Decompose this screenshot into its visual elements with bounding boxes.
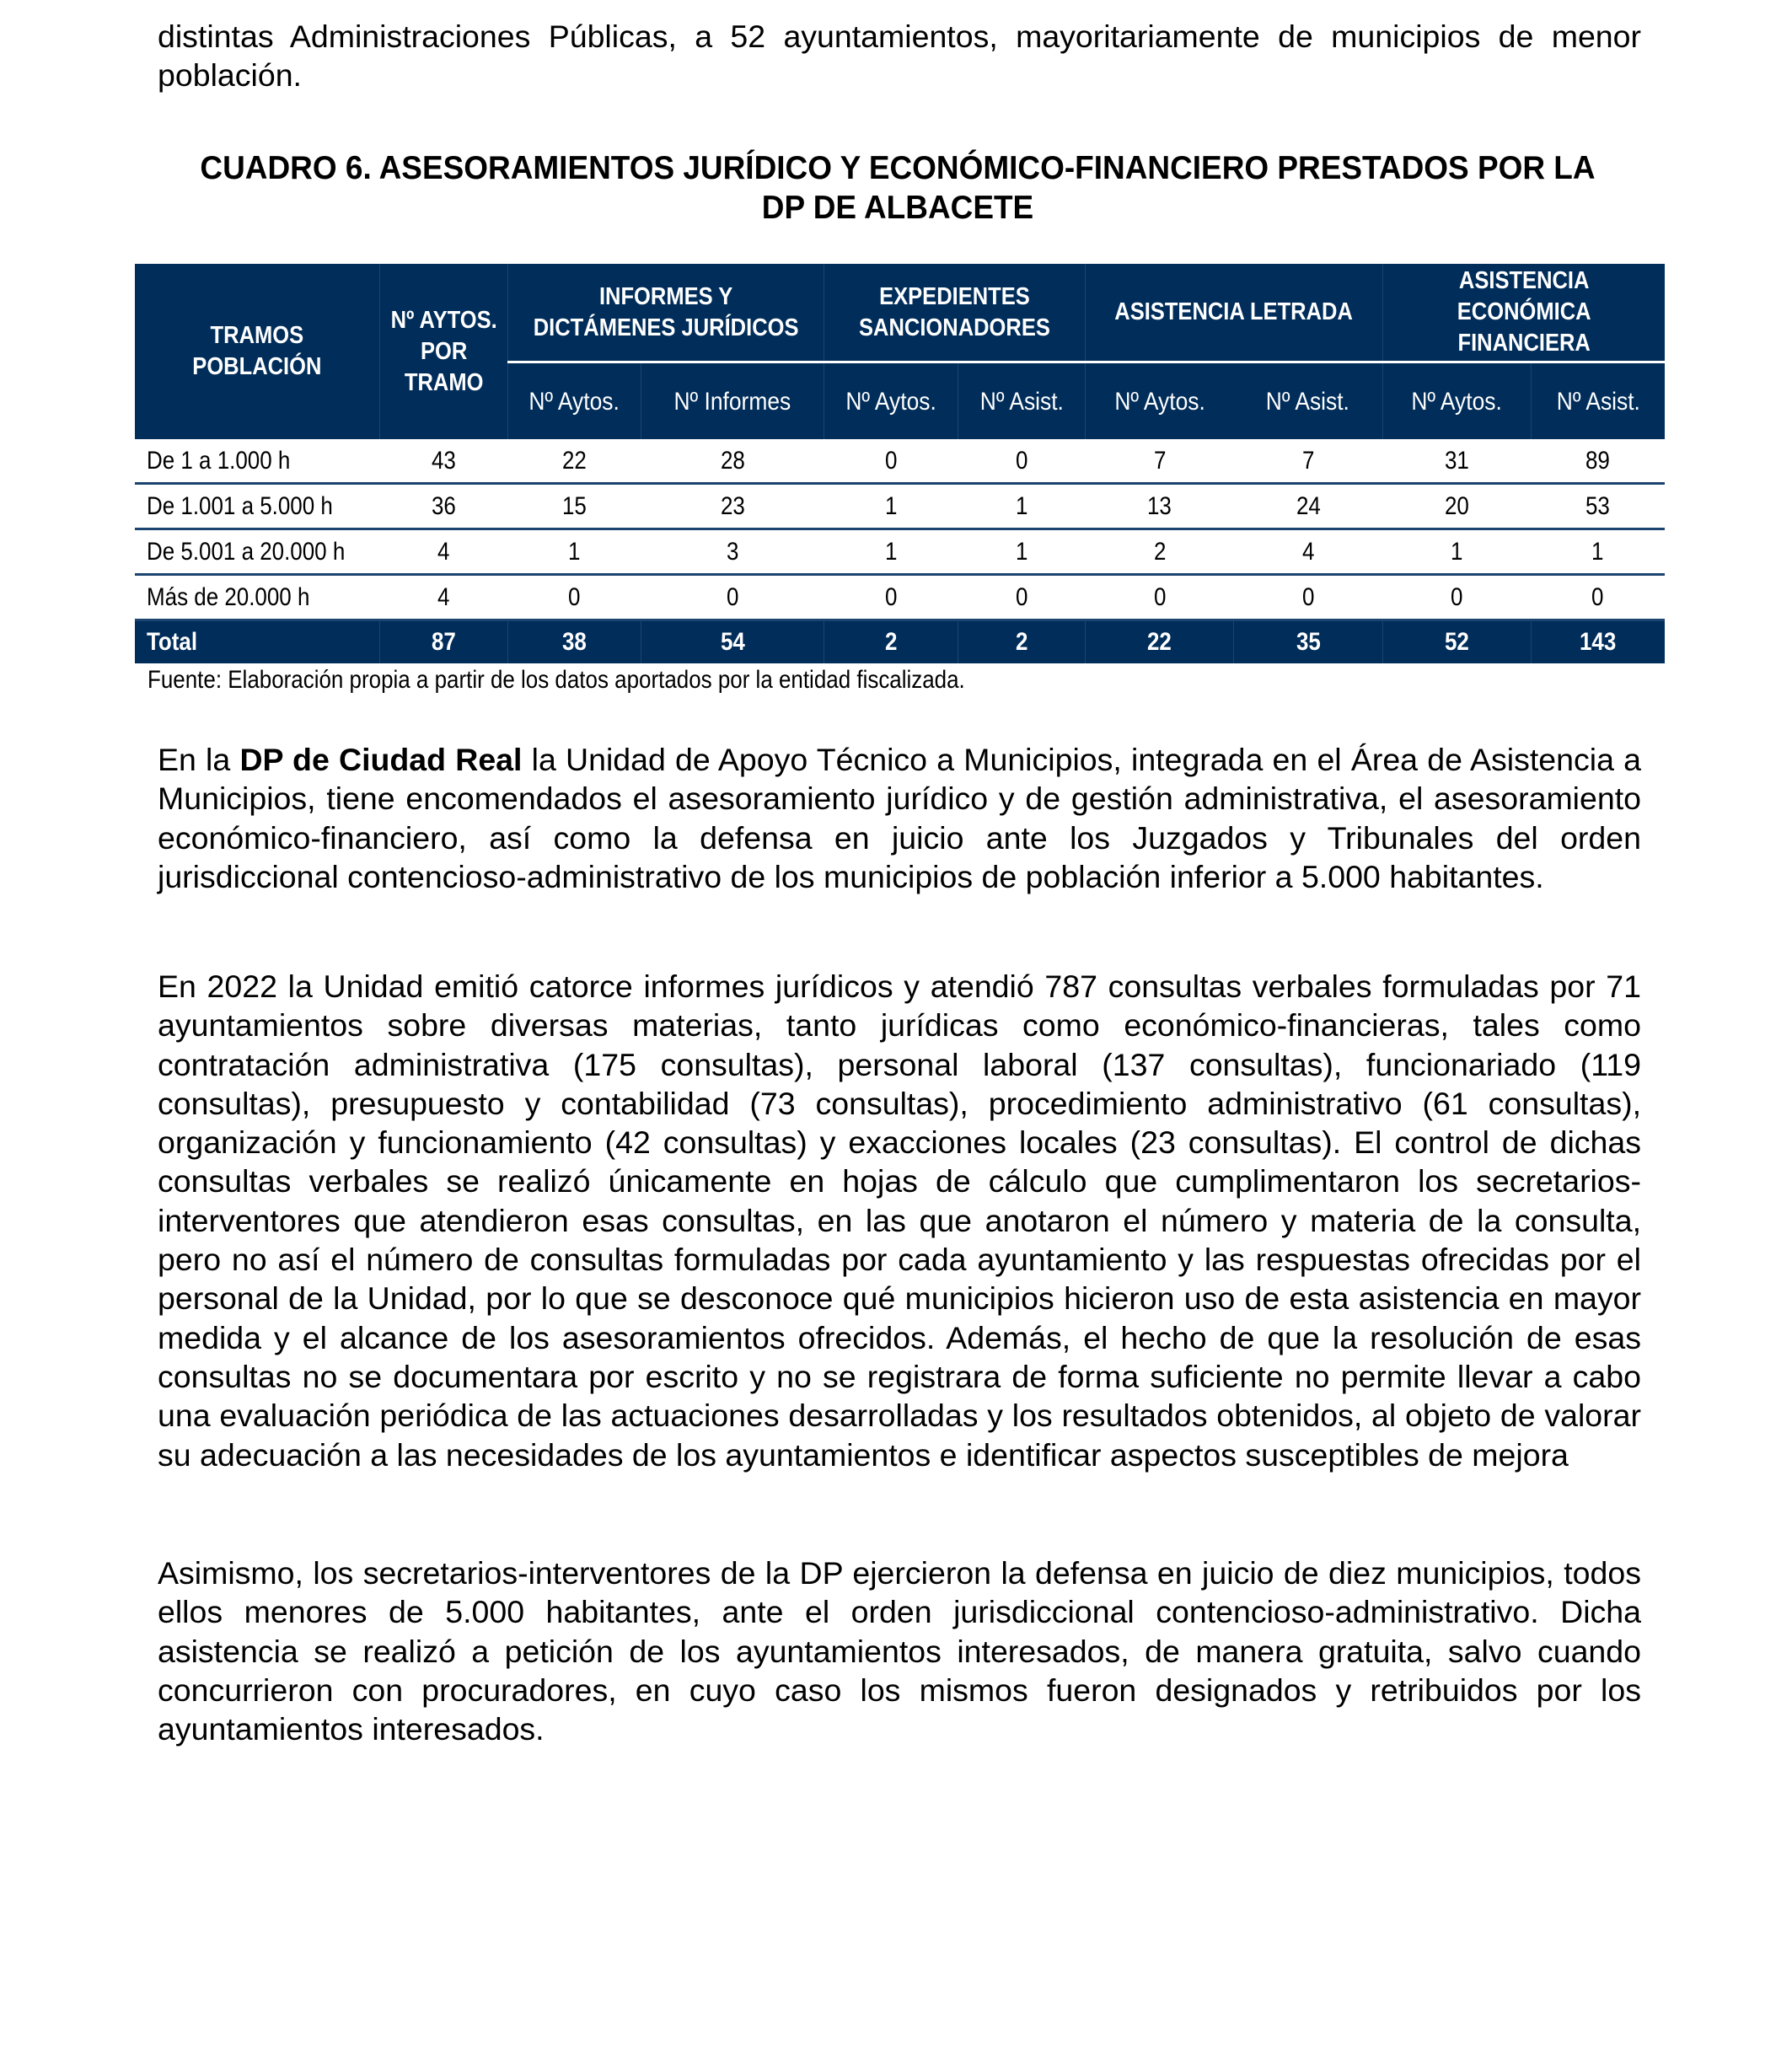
data-table bbox=[135, 264, 1665, 663]
table-cell: 4 bbox=[379, 575, 507, 620]
paragraph-prefix: En la bbox=[158, 742, 240, 777]
table-cell: 43 bbox=[379, 439, 507, 484]
subheader: Nº Asist. bbox=[1234, 362, 1382, 440]
total-cell: 143 bbox=[1531, 620, 1665, 664]
subheader: Nº Aytos. bbox=[824, 362, 958, 440]
total-cell: 54 bbox=[641, 620, 824, 664]
table-cell: 31 bbox=[1382, 439, 1531, 484]
table-cell: 0 bbox=[1531, 575, 1665, 620]
subheader: Nº Informes bbox=[641, 362, 824, 440]
paragraph-body: la Unidad de Apoyo Técnico a Municipios, integrada en el Área de Asistencia a Municipios, tiene encomendados el asesoramiento jurídico y de gestión administrativa, el asesoramiento económico-financiero, así como la defensa en juicio ante los Juzgados y Tribunales del orden jurisdiccional contencioso-administrativo de los municipios de población inferior a 5.000 habitantes. bbox=[158, 742, 1641, 894]
table-row bbox=[135, 529, 1665, 575]
table-row bbox=[135, 575, 1665, 620]
table-cell: 7 bbox=[1234, 439, 1382, 484]
table-total-row bbox=[135, 620, 1665, 664]
header-group-asistencia-letrada: ASISTENCIA LETRADA bbox=[1086, 264, 1382, 362]
table-cell: 0 bbox=[1382, 575, 1531, 620]
table-cell: 0 bbox=[508, 575, 641, 620]
paragraph-ciudad-real bbox=[158, 740, 1641, 896]
table-cell: 0 bbox=[641, 575, 824, 620]
subheader: Nº Asist. bbox=[1531, 362, 1665, 440]
total-cell: 2 bbox=[958, 620, 1085, 664]
header-group-informes: INFORMES Y DICTÁMENES JURÍDICOS bbox=[508, 264, 824, 362]
header-group-expedientes: EXPEDIENTES SANCIONADORES bbox=[824, 264, 1086, 362]
table-source-note: Fuente: Elaboración propia a partir de los datos aportados por la entidad fiscalizada. bbox=[148, 666, 965, 694]
table-cell: 1 bbox=[824, 484, 958, 529]
table-cell: 2 bbox=[1086, 529, 1234, 575]
table-cell: 24 bbox=[1234, 484, 1382, 529]
total-label: Total bbox=[135, 620, 379, 664]
table-cell: 53 bbox=[1531, 484, 1665, 529]
total-cell: 87 bbox=[379, 620, 507, 664]
bold-entity: DP de Ciudad Real bbox=[239, 742, 523, 777]
table-caption: CUADRO 6. ASESORAMIENTOS JURÍDICO Y ECONÓMICO-FINANCIERO PRESTADOS POR LA DP DE ALBACETE bbox=[200, 150, 1596, 226]
intro-paragraph: distintas Administraciones Públicas, a 52 ayuntamientos, mayoritariamente de municipios de menor población. bbox=[158, 19, 1641, 94]
header-tramos: TRAMOS POBLACIÓN bbox=[135, 264, 379, 439]
table-cell: 20 bbox=[1382, 484, 1531, 529]
table-cell: 0 bbox=[1234, 575, 1382, 620]
table-cell: 4 bbox=[379, 529, 507, 575]
table-cell: 28 bbox=[641, 439, 824, 484]
table-cell: 1 bbox=[958, 484, 1085, 529]
table-cell: 1 bbox=[508, 529, 641, 575]
subheader: Nº Asist. bbox=[958, 362, 1085, 440]
table-cell: 36 bbox=[379, 484, 507, 529]
table-cell: 1 bbox=[824, 529, 958, 575]
total-cell: 52 bbox=[1382, 620, 1531, 664]
table-cell: 0 bbox=[824, 575, 958, 620]
table-container bbox=[135, 264, 1665, 663]
row-label: De 5.001 a 20.000 h bbox=[135, 529, 379, 575]
paragraph-consultas: En 2022 la Unidad emitió catorce informes jurídicos y atendió 787 consultas verbales formuladas por 71 ayuntamientos sobre diversas materias, tanto jurídicas como económico-financieras, tales como contratación administrativa (175 consultas), personal laboral (137 consultas), funcionariado (119 consultas), presupuesto y contabilidad (73 consultas), procedimiento administrativo (61 consultas), organización y funcionamiento (42 consultas) y exacciones locales (23 consultas). El control de dichas consultas verbales se realizó únicamente en hojas de cálculo que cumplimentaron los secretarios-interventores que atendieron esas consultas, en las que anotaron el número y materia de la consulta, pero no así el número de consultas formuladas por cada ayuntamiento y las respuestas ofrecidas por el personal de la Unidad, por lo que se desconoce qué municipios hicieron uso de esta asistencia en mayor medida y el alcance de los asesoramientos ofrecidos. Además, el hecho de que la resolución de esas consultas no se documentara por escrito y no se registrara de forma suficiente no permite llevar a cabo una evaluación periódica de las actuaciones desarrolladas y los resultados obtenidos, al objeto de valorar su adecuación a las necesidades de los ayuntamientos e identificar aspectos susceptibles de mejora bbox=[158, 969, 1641, 1473]
table-cell: 22 bbox=[508, 439, 641, 484]
table-cell: 13 bbox=[1086, 484, 1234, 529]
table-cell: 7 bbox=[1086, 439, 1234, 484]
table-cell: 1 bbox=[1531, 529, 1665, 575]
paragraph-defensa-juicio: Asimismo, los secretarios-interventores de la DP ejercieron la defensa en juicio de diez municipios, todos ellos menores de 5.000 habitantes, ante el orden jurisdiccional contencioso-administrativo. Dicha asistencia se realizó a petición de los ayuntamientos interesados, de manera gratuita, salvo cuando concurrieron con procuradores, en cuyo caso los mismos fueron designados y retribuidos por los ayuntamientos interesados. bbox=[158, 1555, 1641, 1747]
table-body bbox=[135, 439, 1665, 620]
table-cell: 89 bbox=[1531, 439, 1665, 484]
table-cell: 15 bbox=[508, 484, 641, 529]
header-aytos-por-tramo: Nº AYTOS. POR TRAMO bbox=[379, 264, 507, 439]
table-cell: 0 bbox=[958, 439, 1085, 484]
total-cell: 38 bbox=[508, 620, 641, 664]
total-cell: 35 bbox=[1234, 620, 1382, 664]
row-label: Más de 20.000 h bbox=[135, 575, 379, 620]
table-row bbox=[135, 439, 1665, 484]
subheader: Nº Aytos. bbox=[508, 362, 641, 440]
table-cell: 3 bbox=[641, 529, 824, 575]
table-cell: 0 bbox=[824, 439, 958, 484]
table-cell: 23 bbox=[641, 484, 824, 529]
subheader: Nº Aytos. bbox=[1086, 362, 1234, 440]
total-cell: 2 bbox=[824, 620, 958, 664]
row-label: De 1.001 a 5.000 h bbox=[135, 484, 379, 529]
table-cell: 1 bbox=[1382, 529, 1531, 575]
total-cell: 22 bbox=[1086, 620, 1234, 664]
subheader: Nº Aytos. bbox=[1382, 362, 1531, 440]
table-cell: 4 bbox=[1234, 529, 1382, 575]
table-row bbox=[135, 484, 1665, 529]
table-cell: 0 bbox=[1086, 575, 1234, 620]
row-label: De 1 a 1.000 h bbox=[135, 439, 379, 484]
table-cell: 1 bbox=[958, 529, 1085, 575]
table-cell: 0 bbox=[958, 575, 1085, 620]
header-group-asistencia-economica: ASISTENCIA ECONÓMICA FINANCIERA bbox=[1382, 264, 1665, 362]
